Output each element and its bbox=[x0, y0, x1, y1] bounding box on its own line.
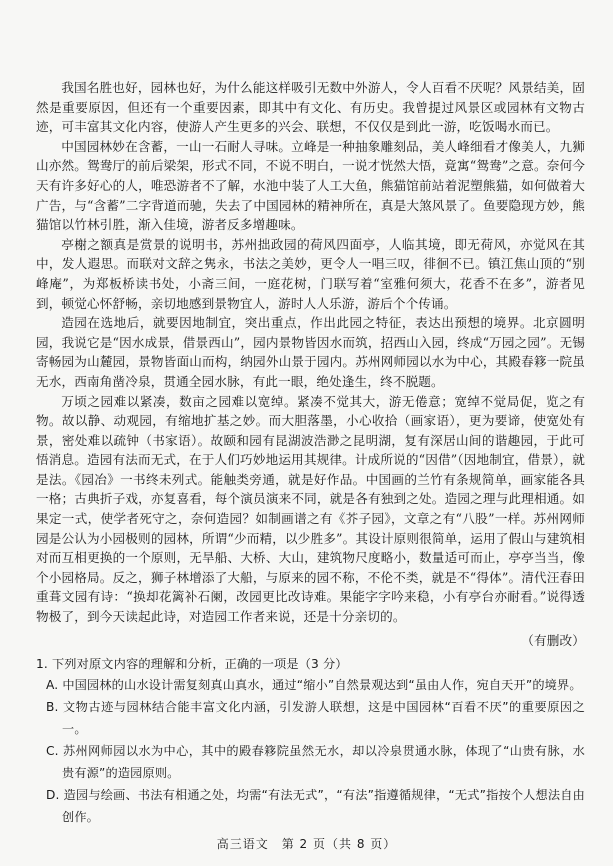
passage-paragraph-2: 中国园林妙在含蓄，一山一石耐人寻味。立峰是一种抽象雕刻品，美人峰细看才像美人，九狮山亦然。鸳鸯厅的前后梁架，形式不同，不说不明白，一说才恍然大悟，竟寓“鸳鸯”之意。奈何今天有许多好心的人，唯恐游者不了解，水池中装了人工大鱼，熊猫馆前站着泥塑熊猫，如何做着大广告，与“含蓄”二字背道而驰，失去了中国园林的精神所在，真是大煞风景了。鱼要隐现方妙，熊猫馆以竹林引胜，渐入佳境，游者反多增趣味。 bbox=[36, 138, 585, 233]
option-d: D. 造园与绘画、书法有相通之处，均需“有法无式”，“有法”指遵循规律，“无式”指按个人想法自由创作。 bbox=[46, 788, 585, 825]
passage-paragraph-4: 造园在选地后，就要因地制宜，突出重点，作出此园之特征，表达出预想的境界。北京圆明园，我说它是“因水成景，借景西山”，园内景物皆因水而筑，招西山入园，终成“万园之园”。无锡寄畅园为山麓园，景物皆面山而构，纳园外山景于园内。苏州网师园以水为中心，其殿春簃一院虽无水，西南角凿冷泉，贯通全园水脉，有此一眼，绝处逢生，终不脱题。 bbox=[36, 315, 585, 389]
reading-passage bbox=[36, 78, 585, 650]
passage-paragraph-3: 亭榭之额真是赏景的说明书，苏州拙政园的荷风四面亭，人临其境，即无荷风，亦觉风在其中，发人遐思。而联对文辞之隽永，书法之美妙，更令人一唱三叹，徘徊不已。镇江焦山顶的“别峰庵”，为郑板桥读书处，小斋三间，一庭花树，门联写着“室雅何须大，花香不在多”，游者见到，顿觉心怀舒畅，亲切地感到景物宜人，游时人人乐游，游后个个传诵。 bbox=[36, 236, 585, 311]
option-c: C. 苏州网师园以水为中心，其中的殿春簃院虽然无水，却以冷泉贯通水脉，体现了“山贵有脉，水贵有源”的造园原则。 bbox=[46, 744, 585, 781]
page-footer: 高三语文 第 2 页（共 8 页） bbox=[216, 837, 397, 851]
passage-paragraph-1: 我国名胜也好，园林也好，为什么能这样吸引无数中外游人，令人百看不厌呢？风景结美，固然是重要原因，但还有一个重要因素，即其中有文化、有历史。我曾提过风景区或园林有文物古迹，可丰富其文化内容，使游人产生更多的兴会、联想，不仅仅是到此一游，吃饭喝水而已。 bbox=[36, 80, 585, 135]
option-a: A. 中国园林的山水设计需复刻真山真水，通过“缩小”自然景观达到“虽由人作，宛自天开”的境界。 bbox=[46, 678, 582, 693]
question-stem: 1. 下列对原文内容的理解和分析，正确的一项是（3 分） bbox=[36, 657, 348, 672]
option-b: B. 文物古迹与园林结合能丰富文化内涵，引发游人联想，这是中国园林“百看不厌”的重要原因之一。 bbox=[46, 700, 585, 737]
question-1 bbox=[36, 654, 585, 828]
passage-paragraph-5: 万顷之园难以紧凑，数亩之园难以宽绰。紧凑不觉其大，游无倦意；宽绰不觉局促，览之有物。故以静、动观园，有缩地扩基之妙。而大胆落墨，小心收拾（画家语），更为要谛，使宽处有景，密处难以疏钟（书家语）。故颐和园有昆湖波浩渺之昆明湖，复有深居山间的谐趣园，于此可悟消息。造园有法而无式，在于人们巧妙地运用其规律。计成所说的“因借”（因地制宜，借景），就是法。《园冶》一书终未列式。能触类旁通，就是好作品。中国画的兰竹有条规简单，画家能各具一格；古典折子戏，亦复喜看，每个演员演来不同，就是各有独到之处。造园之理与此理相通。如果定一式，使学者死守之，奈何造园？如制画谱之有《芥子园》，文章之有“八股”一样。苏州网师园是公认为小园极则的园林，所谓“少而精，以少胜多”。其设计原则很简单，运用了假山与建筑相对而互相更换的一个原则，无旱船、大桥、大山，建筑物尺度略小，数量适可而止，亭亭当当，像个小园格局。反之，狮子林增添了大船，与原来的园不称，不伦不类，就是不“得体”。清代汪春田重葺文园有诗：“换却花篱补石阑，改园更比改诗难。果能字字吟来稳，小有亭台亦耐看。”说得透物极了，到今天读起此诗，对造园工作者来说，还是十分亲切的。 bbox=[36, 393, 585, 625]
source-note: （有删改） bbox=[521, 632, 585, 648]
